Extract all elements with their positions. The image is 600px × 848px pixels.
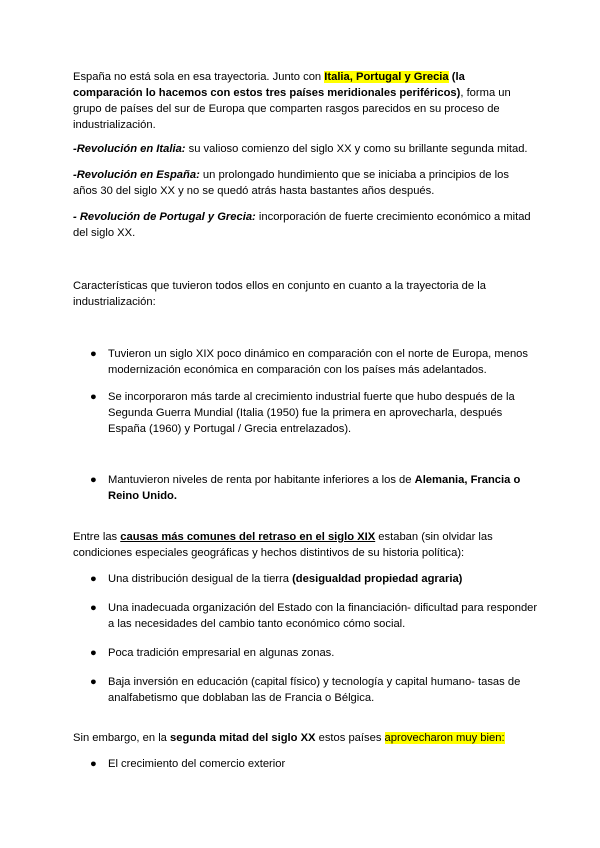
causes-bold-underlined: causas más comunes del retraso en el siglo XIX	[120, 531, 376, 543]
second-half-text: Sin embargo, en la	[73, 732, 171, 744]
second-half-text-mid: estos países	[315, 732, 385, 744]
revolution-spain-text: un prolongado hundimiento que se iniciaba a principios de los años 30 del siglo XX y no se quedó atrás hasta bastantes años después.	[73, 169, 509, 197]
causes-paragraph	[73, 529, 533, 561]
revolution-portugal-text: incorporación de fuerte crecimiento económico a mitad del siglo XX.	[73, 211, 531, 239]
intro-text-end: , forma un grupo de países del sur de Europa que comparten rasgos parecidos en su proceso de industrialización.	[73, 87, 511, 131]
bullet-icon: ●	[90, 758, 97, 770]
revolution-portugal-greece	[73, 209, 533, 241]
bullet-icon: ●	[90, 602, 97, 614]
bullet-icon: ●	[90, 647, 97, 659]
bullet-icon: ●	[90, 474, 97, 486]
list-item-text: Baja inversión en educación (capital físico) y tecnología y capital humano- tasas de analfabetismo que doblaban las de Francia o Bélgica.	[108, 676, 521, 704]
bullet-icon: ●	[90, 391, 97, 403]
second-half-highlight: aprovecharon muy bien:	[384, 732, 505, 744]
revolution-spain-label: -Revolución en España:	[73, 169, 200, 181]
list-item-text-plain: Mantuvieron niveles de renta por habitante inferiores a los de	[108, 474, 415, 486]
bullet-icon: ●	[90, 573, 97, 585]
causes-text-end: estaban (sin olvidar las condiciones especiales geográficas y hechos distintivos de su historia política):	[73, 531, 493, 559]
second-half-paragraph	[73, 730, 533, 746]
intro-paragraph	[73, 69, 533, 133]
intro-text: España no está sola en esa trayectoria. Junto con	[73, 71, 325, 83]
bullet-icon: ●	[90, 348, 97, 360]
intro-bold-note: (la comparación lo hacemos con estos tres países meridionales periféricos)	[73, 71, 465, 99]
revolution-italy	[73, 141, 533, 157]
causes-text: Entre las	[73, 531, 121, 543]
characteristics-paragraph: Características que tuvieron todos ellos en conjunto en cuanto a la trayectoria de la industrialización:	[73, 280, 486, 308]
list-item-text: Tuvieron un siglo XIX poco dinámico en comparación con el norte de Europa, menos modernización económica en comparación con los países más adelantados.	[108, 348, 528, 376]
bullet-icon: ●	[90, 676, 97, 688]
list-item-text-plain: Una distribución desigual de la tierra	[108, 573, 293, 585]
revolution-spain	[73, 167, 533, 199]
revolution-portugal-label: - Revolución de Portugal y Grecia:	[73, 211, 256, 223]
list-item-text: Poca tradición empresarial en algunas zonas.	[108, 647, 335, 659]
list-item-text	[108, 472, 538, 504]
second-half-bold: segunda mitad del siglo XX	[170, 732, 316, 744]
list-item-text-bold: (desigualdad propiedad agraria)	[292, 573, 463, 585]
list-item-text: El crecimiento del comercio exterior	[108, 758, 286, 770]
revolution-italy-label: -Revolución en Italia:	[73, 143, 186, 155]
list-item-text-bold: Alemania, Francia o Reino Unido.	[108, 474, 521, 502]
list-item-text: Se incorporaron más tarde al crecimiento industrial fuerte que hubo después de la Segunda Guerra Mundial (Italia (1950) fue la primera en aprovecharla, después España (1960) y Portugal / Grecia entrelazados).	[108, 391, 515, 435]
highlight-countries: Italia, Portugal y Grecia	[324, 71, 449, 83]
list-item-text	[108, 571, 538, 587]
revolution-italy-text: su valioso comienzo del siglo XX y como su brillante segunda mitad.	[185, 143, 528, 155]
list-item-text: Una inadecuada organización del Estado con la financiación- dificultad para responder a las necesidades del cambio tanto económico cómo social.	[108, 602, 538, 630]
